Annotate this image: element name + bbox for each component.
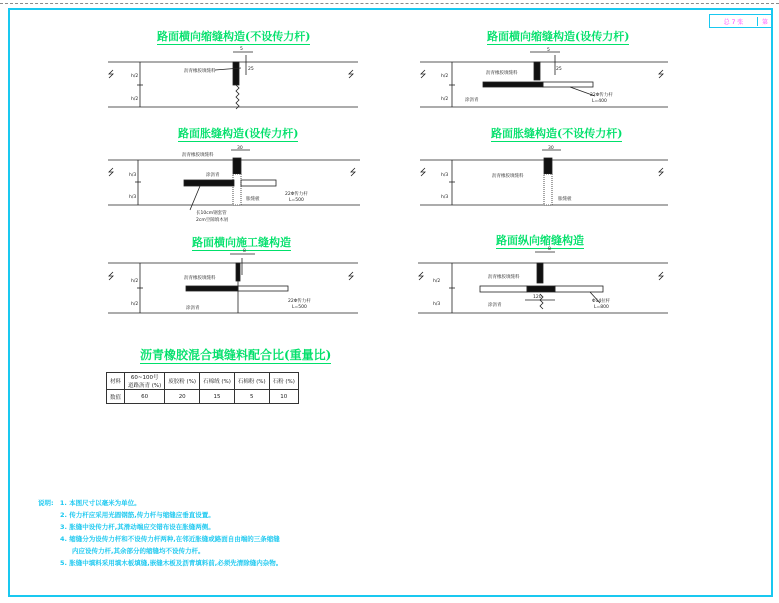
note-4: 4. 缩缝分为设传力杆和不设传力杆两种,在邻近胀缝或路面自由端的三条缩缝 — [60, 535, 280, 543]
title-mix-ratio: 沥青橡胶混合填缝料配合比(重量比) — [140, 348, 332, 362]
table-row — [107, 390, 299, 404]
label-dowel-5: 22Φ传力杆 — [288, 299, 311, 304]
label-dowel-2: 22Φ传力杆 — [590, 93, 613, 98]
diagram-construction-joint — [108, 254, 358, 313]
notes-block — [38, 497, 282, 569]
diagram-transverse-contraction-dowel — [420, 52, 668, 107]
note-4-cont: 内应设传力杆,其余部分的缩缝均不设传力杆。 — [72, 547, 205, 555]
table-header-cell: 石棉粉 (%) — [234, 373, 269, 390]
diagram-longitudinal-joint — [418, 252, 668, 313]
label-h2-5b: h/2 — [131, 302, 139, 307]
label-dim-30-4: 30 — [548, 146, 554, 151]
label-h2-1: h/2 — [131, 74, 139, 79]
label-dim-120-6: 120 — [533, 295, 542, 300]
label-filler-3: 沥青橡胶填缝料 — [182, 153, 214, 158]
label-h3-4: h/3 — [441, 173, 449, 178]
label-filler-5: 沥青橡胶填缝料 — [184, 276, 216, 281]
label-h3-3: h/3 — [129, 173, 137, 178]
table-header-cell: 石粉 (%) — [269, 373, 298, 390]
label-h2-1b: h/2 — [131, 97, 139, 102]
label-dim-8-5: 8 — [243, 249, 246, 254]
label-dowel-3-len: L=500 — [289, 198, 304, 203]
label-asphalt-5: 涂沥青 — [186, 306, 200, 311]
diagram-expansion-dowel — [108, 150, 360, 210]
note-3: 3. 胀缝中设传力杆,其滑动端应交错布设在胀缝两侧。 — [60, 523, 215, 531]
table-header-row — [107, 373, 299, 390]
table-header-cell: 材料 — [107, 373, 125, 390]
label-asphalt-2: 涂沥青 — [465, 98, 479, 103]
sheet-count: 总 7 张 — [723, 18, 744, 26]
label-tiebar-6-len: L=800 — [594, 305, 609, 310]
label-asphalt-6: 涂沥青 — [488, 303, 502, 308]
label-dowel-5-len: L=500 — [292, 305, 307, 310]
table-cell: 20 — [165, 390, 200, 404]
title-construction-joint: 路面横向施工缝构造 — [192, 236, 291, 249]
label-h2-2b: h/2 — [441, 97, 449, 102]
label-dim-5-2: 5 — [547, 48, 550, 53]
table-header-cell: 60~100号 道路沥青 (%) — [125, 373, 165, 390]
label-tiebar-6: Φ14拉杆 — [592, 299, 611, 304]
label-filler-2: 沥青橡胶填缝料 — [486, 71, 518, 76]
label-filler-6: 沥青橡胶填缝料 — [488, 275, 520, 280]
label-h3-3b: h/3 — [129, 195, 137, 200]
label-h3-4b: h/3 — [441, 195, 449, 200]
label-plate-4: 胀缝板 — [558, 197, 572, 202]
table-header-cell: 废胶粉 (%) — [165, 373, 200, 390]
label-h2-6: h/2 — [433, 279, 441, 284]
table-row-label: 数值 — [107, 390, 125, 404]
label-asphalt-3: 涂沥青 — [206, 173, 220, 178]
label-filler-1: 沥青橡胶填缝料 — [184, 69, 216, 74]
table-header-cell: 石棉绒 (%) — [200, 373, 235, 390]
diagram-transverse-contraction-no-dowel — [108, 52, 358, 109]
table-cell: 15 — [200, 390, 235, 404]
title-expansion-no-dowel: 路面胀缝构造(不设传力杆) — [491, 127, 623, 140]
label-h2-5: h/2 — [131, 279, 139, 284]
diagram-expansion-no-dowel — [420, 150, 668, 205]
label-dowel-3: 22Φ传力杆 — [285, 192, 308, 197]
note-line-1 — [38, 497, 282, 509]
label-dim-25-2: 25 — [556, 67, 562, 72]
title-longitudinal-joint: 路面纵向缩缝构造 — [496, 234, 584, 247]
label-dim-30-3: 30 — [237, 146, 243, 151]
label-dim-8-6: 8 — [548, 247, 551, 252]
note-2: 2. 传力杆应采用光圆钢筋,传力杆与缩缝应垂直设置。 — [60, 511, 215, 519]
table-cell: 10 — [269, 390, 298, 404]
label-plate-3: 胀缝板 — [246, 197, 260, 202]
label-h2-2: h/2 — [441, 74, 449, 79]
table-cell: 5 — [234, 390, 269, 404]
note-5: 5. 胀缝中填料采用填木板填缝,嵌缝木板及沥青填料前,必须先清除缝内杂物。 — [60, 559, 283, 567]
label-cap2-3: 2cm空隙填木屑 — [196, 218, 229, 223]
label-h3-6: h/3 — [433, 302, 441, 307]
label-dowel-2-len: L=400 — [592, 99, 607, 104]
note-1: 1. 本图尺寸以毫米为单位。 — [59, 499, 141, 507]
label-dim-5-1: 5 — [240, 47, 243, 52]
label-dim-25-1: 25 — [248, 67, 254, 72]
sheet-page: 第 — [757, 17, 772, 26]
mix-ratio-table — [106, 372, 299, 404]
title-transverse-contraction-dowel: 路面横向缩缝构造(设传力杆) — [487, 30, 630, 43]
title-transverse-contraction-no-dowel: 路面横向缩缝构造(不设传力杆) — [157, 30, 311, 43]
title-expansion-dowel: 路面胀缝构造(设传力杆) — [178, 127, 299, 140]
label-filler-4: 沥青橡胶填缝料 — [492, 174, 524, 179]
table-cell: 60 — [125, 390, 165, 404]
notes-lead: 说明: — [38, 499, 54, 507]
label-cap-3: 长10cm钢套管 — [196, 211, 227, 216]
